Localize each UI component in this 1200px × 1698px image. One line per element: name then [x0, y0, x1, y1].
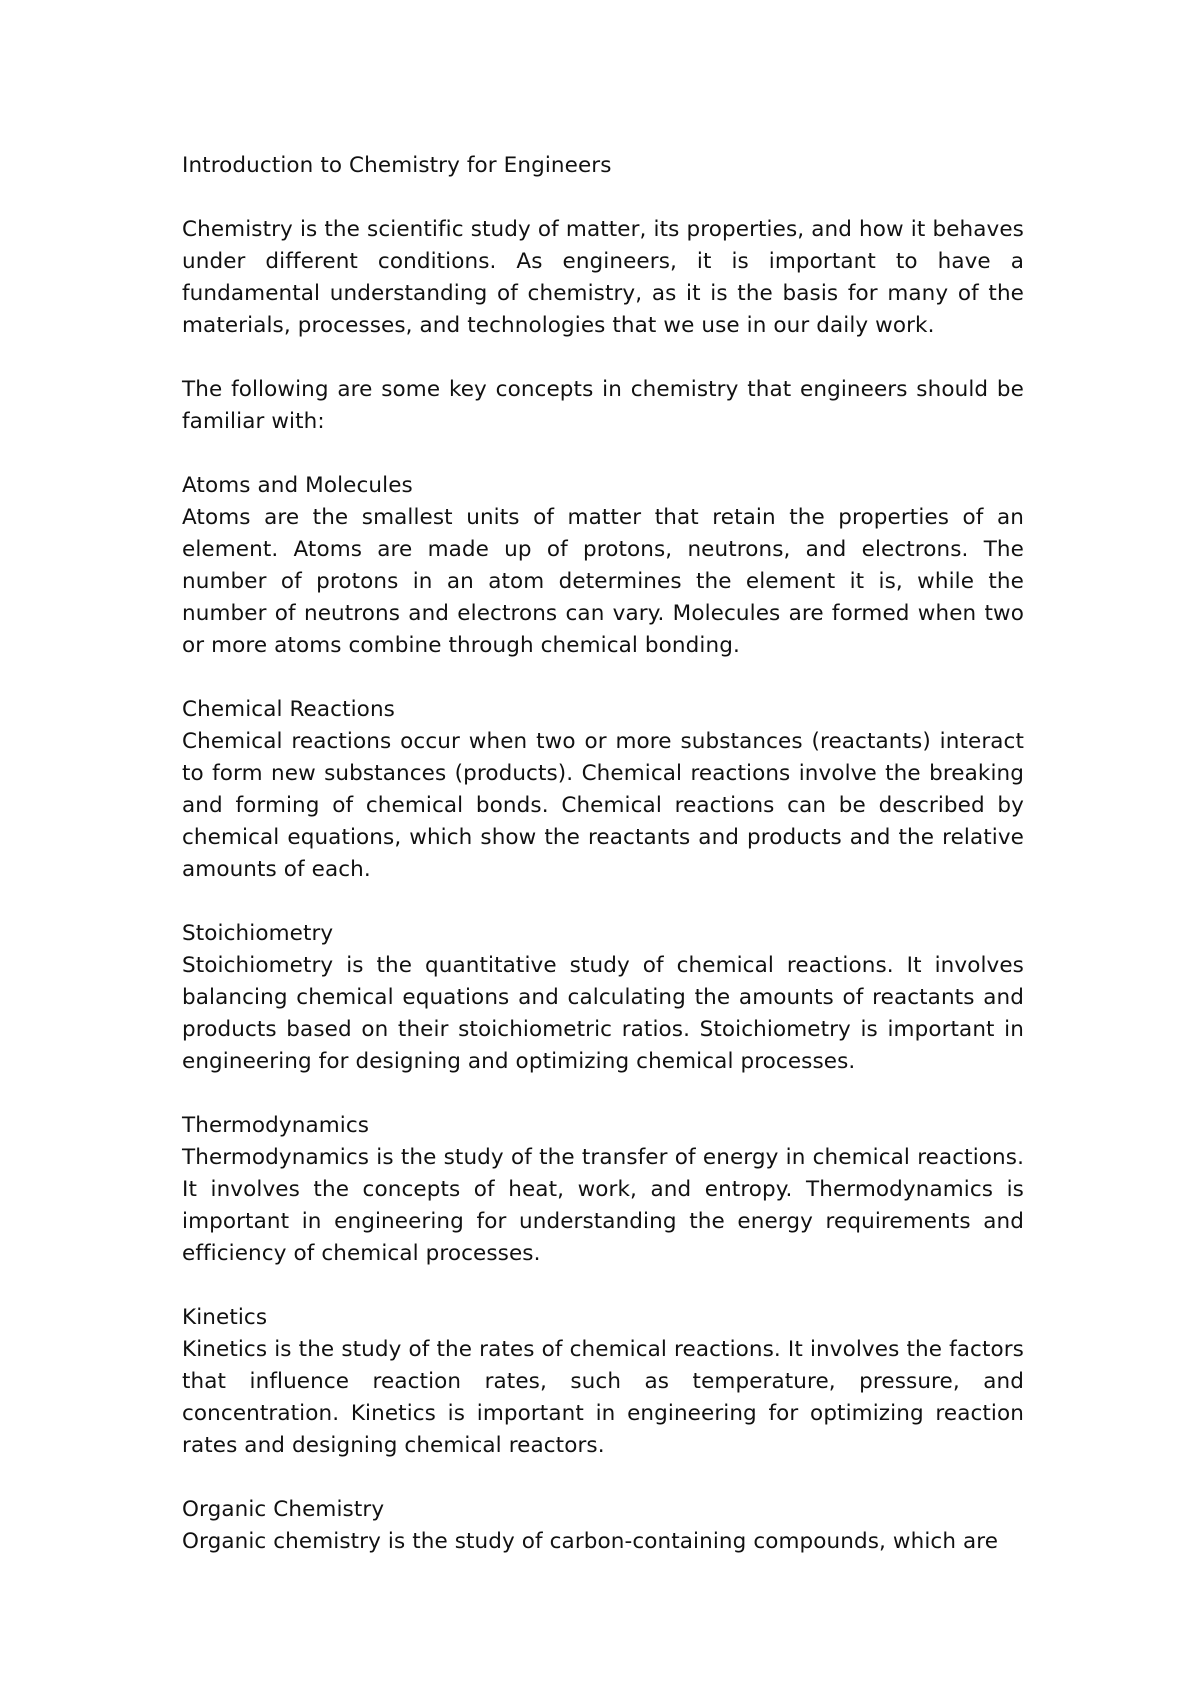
document-title: Introduction to Chemistry for Engineers [182, 153, 612, 178]
section-thermodynamics [182, 1110, 1024, 1270]
section-stoichiometry [182, 918, 1024, 1078]
section-body: Thermodynamics is the study of the transfer of energy in chemical reactions. It involves the concepts of heat, work, and entropy. Thermodynamics is important in engineering for understanding the energy requirements and efficiency of chemical processes. [182, 1145, 1024, 1266]
intro-paragraph: Chemistry is the scientific study of matter, its properties, and how it behaves under different conditions. As engineers, it is important to have a fundamental understanding of chemistry, as it is the basis for many of the materials, processes, and technologies that we use in our daily work. [182, 217, 1024, 338]
section-body: Kinetics is the study of the rates of chemical reactions. It involves the factors that influence reaction rates, such as temperature, pressure, and concentration. Kinetics is important in engineering for optimizing reaction rates and designing chemical reactors. [182, 1337, 1024, 1458]
section-body: Stoichiometry is the quantitative study of chemical reactions. It involves balancing chemical equations and calculating the amounts of reactants and products based on their stoichiometric ratios. Stoichiometry is important in engineering for designing and optimizing chemical processes. [182, 953, 1024, 1074]
section-kinetics [182, 1302, 1024, 1462]
section-atoms-and-molecules [182, 470, 1024, 662]
section-organic-chemistry [182, 1494, 1024, 1558]
document-page [182, 150, 1024, 1590]
lead-in-paragraph: The following are some key concepts in chemistry that engineers should be familiar with: [182, 377, 1024, 434]
section-heading: Chemical Reactions [182, 697, 395, 722]
section-body: Organic chemistry is the study of carbon-containing compounds, which are [182, 1529, 999, 1554]
section-body: Atoms are the smallest units of matter that retain the properties of an element. Atoms are made up of protons, neutrons, and electrons. The number of protons in an atom determines the element it is, while the number of neutrons and electrons can vary. Molecules are formed when two or more atoms combine through chemical bonding. [182, 505, 1024, 658]
section-body: Chemical reactions occur when two or more substances (reactants) interact to form new substances (products). Chemical reactions involve the breaking and forming of chemical bonds. Chemical reactions can be described by chemical equations, which show the reactants and products and the relative amounts of each. [182, 729, 1024, 882]
section-chemical-reactions [182, 694, 1024, 886]
section-heading: Organic Chemistry [182, 1497, 385, 1522]
section-heading: Kinetics [182, 1305, 268, 1330]
section-heading: Atoms and Molecules [182, 473, 413, 498]
section-heading: Thermodynamics [182, 1113, 370, 1138]
section-heading: Stoichiometry [182, 921, 334, 946]
